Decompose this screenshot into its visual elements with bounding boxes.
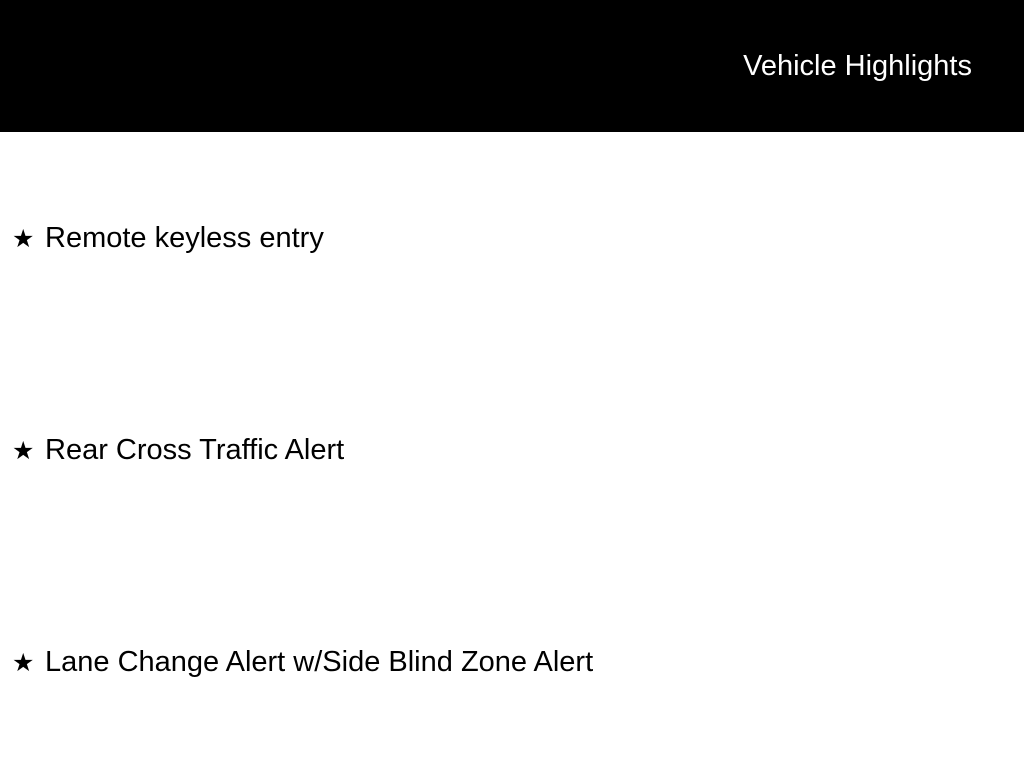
highlight-label: Remote keyless entry	[45, 222, 324, 254]
header-bar	[0, 0, 1024, 132]
highlight-label: Lane Change Alert w/Side Blind Zone Alert	[45, 646, 594, 678]
highlight-row	[12, 645, 593, 679]
star-icon: ★	[12, 647, 35, 677]
star-icon: ★	[12, 223, 35, 253]
highlight-row	[12, 221, 324, 255]
page-title: Vehicle Highlights	[743, 49, 972, 82]
star-icon: ★	[12, 435, 35, 465]
highlight-row	[12, 433, 344, 467]
highlight-label: Rear Cross Traffic Alert	[45, 434, 345, 466]
